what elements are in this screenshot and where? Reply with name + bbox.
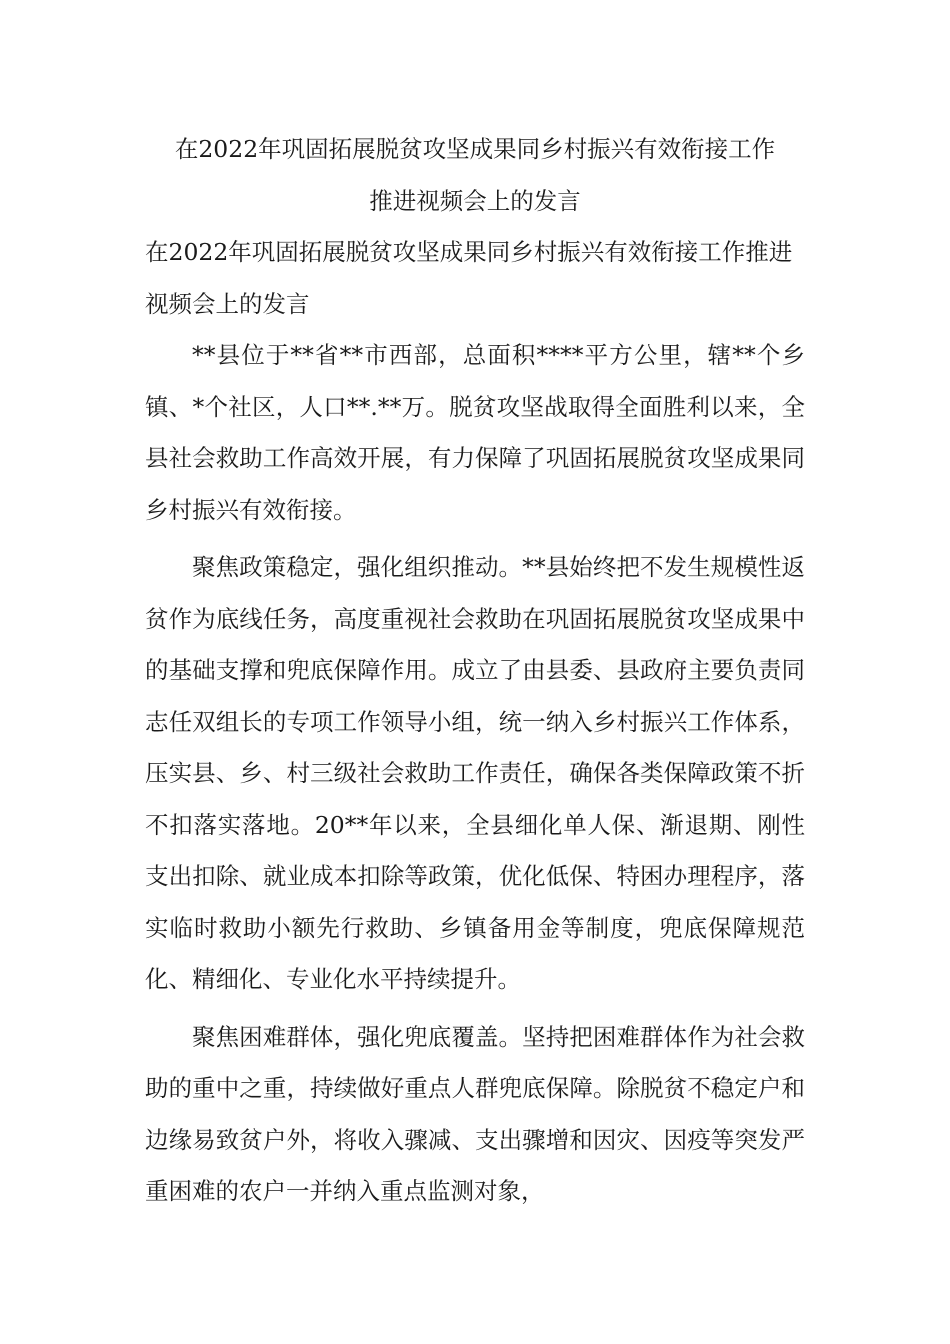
paragraph-policy: 聚焦政策稳定，强化组织推动。**县始终把不发生规模性返贫作为底线任务，高度重视社会救助在巩固拓展脱贫攻坚成果中的基础支撑和兜底保障作用。成立了由县委、县政府主要负责同志任双组长的专项工作领导小组，统一纳入乡村振兴工作体系，压实县、乡、村三级社会救助工作责任，确保各类保障政策不折不扣落实落地。20**年以来，全县细化单人保、渐退期、刚性支出扣除、就业成本扣除等政策，优化低保、特困办理程序，落实临时救助小额先行救助、乡镇备用金等制度，兜底保障规范化、精细化、专业化水平持续提升。: [145, 553, 805, 993]
paragraph-intro: **县位于**省**市西部，总面积****平方公里，辖**个乡镇、*个社区，人口**.**万。脱贫攻坚战取得全面胜利以来，全县社会救助工作高效开展，有力保障了巩固拓展脱贫攻坚成果同乡村振兴有效衔接。: [145, 341, 805, 524]
title-line-1: 在2022年巩固拓展脱贫攻坚成果同乡村振兴有效衔接工作: [174, 135, 776, 163]
title-line-2: 推进视频会上的发言: [369, 186, 581, 215]
document-title: [145, 124, 805, 227]
document-subtitle: 在2022年巩固拓展脱贫攻坚成果同乡村振兴有效衔接工作推进视频会上的发言: [145, 238, 793, 318]
paragraph-groups: 聚焦困难群体，强化兜底覆盖。坚持把困难群体作为社会救助的重中之重，持续做好重点人群兜底保障。除脱贫不稳定户和边缘易致贫户外，将收入骤减、支出骤增和因灾、因疫等突发严重困难的农户一并纳入重点监测对象，: [145, 1022, 805, 1205]
document-body: [145, 124, 805, 1224]
